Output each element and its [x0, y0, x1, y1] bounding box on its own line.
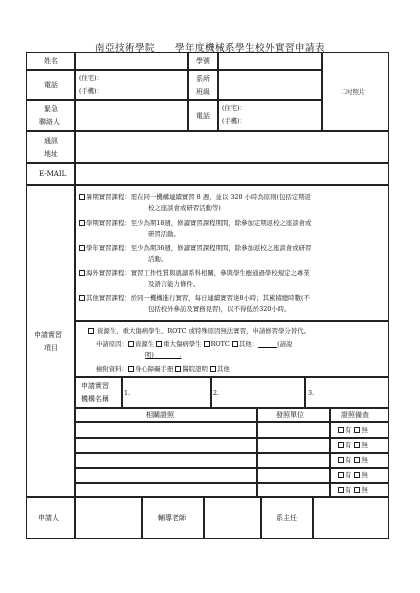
emergency-label: 緊急	[44, 105, 58, 113]
reason-other-hint: (請說	[277, 340, 293, 348]
phone2-home-label: (住宅)：	[222, 105, 246, 112]
cert-check-header-text: 證照備查	[341, 411, 369, 419]
program-summer-text: 暑期實習課程：需在同一機構連續實習 8 週，並以 320 小時為原則(包括定期返	[86, 193, 311, 201]
apply-items-label-2: 項目	[44, 344, 58, 352]
doc-handbook: 身心障礙手冊	[134, 365, 174, 373]
org-label-1: 申請實習	[81, 382, 109, 390]
checkbox[interactable]	[79, 270, 85, 276]
cert-row-name[interactable]	[75, 422, 257, 438]
program-overseas-text-2: 及語言能力條件。	[148, 279, 200, 288]
applicant-label-cell	[26, 497, 75, 539]
cert-row-issuer[interactable]	[257, 438, 330, 453]
substitution-box	[75, 321, 389, 377]
cert-issuer-header	[257, 408, 330, 422]
checkbox[interactable]	[354, 472, 360, 478]
program-semester-text-2: 研習活動。	[148, 229, 180, 238]
program-semester[interactable]	[79, 218, 311, 239]
phone-label: 電話	[44, 81, 58, 89]
checkbox[interactable]	[88, 328, 94, 334]
cert-row-issuer[interactable]	[257, 483, 330, 497]
cert-row-name[interactable]	[75, 468, 257, 483]
reason-label: 申請原因：	[96, 340, 128, 348]
no-label: 無	[361, 457, 368, 464]
reason-opt-other: 其他：	[238, 340, 258, 348]
address-label-cell	[26, 131, 75, 163]
checkbox[interactable]	[354, 487, 360, 493]
checkbox[interactable]	[354, 427, 360, 433]
programs-box	[75, 185, 389, 321]
cert-row-check	[330, 468, 389, 483]
emergency-contact-field[interactable]	[75, 100, 188, 131]
cert-row-check	[330, 438, 389, 453]
chair-label: 系主任	[276, 514, 297, 522]
checkbox[interactable]	[354, 442, 360, 448]
advisor-label-cell	[142, 497, 204, 539]
no-label: 無	[361, 427, 368, 434]
org-slot-2-number: 2.	[213, 390, 220, 397]
phone2-label: 電話	[196, 112, 210, 120]
dept-class-field[interactable]	[218, 70, 322, 100]
doc-other: 其他	[216, 365, 230, 373]
name-label-cell	[26, 52, 75, 70]
reason-other-hint-2: 明)	[145, 350, 154, 359]
reason-opt-resource: 資源生	[134, 340, 155, 348]
photo-label: 二吋照片	[340, 89, 366, 96]
applicant-signature[interactable]	[75, 497, 142, 539]
email-field[interactable]	[75, 163, 389, 185]
checkbox[interactable]	[175, 366, 181, 372]
cert-name-header	[75, 408, 257, 422]
cert-row-name[interactable]	[75, 453, 257, 468]
doc-hospital: 醫院證明	[182, 365, 208, 373]
checkbox[interactable]	[338, 472, 344, 478]
advisor-signature[interactable]	[204, 497, 261, 539]
cert-row-check	[330, 422, 389, 438]
cert-name-header-text: 相關證照	[146, 411, 174, 419]
student-id-field[interactable]	[218, 52, 322, 70]
cert-row-check	[330, 453, 389, 468]
checkbox[interactable]	[204, 341, 210, 347]
checkbox[interactable]	[232, 341, 238, 347]
program-other-text: 其他實習課程：於同一機構進行實習，每日連續實習達8小時；其累積總時數(不	[86, 294, 310, 302]
advisor-label: 輔導老師	[158, 514, 186, 522]
checkbox[interactable]	[128, 341, 134, 347]
applicant-label: 申請人	[38, 514, 59, 522]
chair-label-cell	[261, 497, 313, 539]
chair-signature[interactable]	[313, 497, 389, 539]
org-slot-3-number: 3.	[308, 390, 315, 397]
yes-label: 有	[345, 487, 352, 494]
checkbox[interactable]	[156, 341, 162, 347]
program-yearly[interactable]	[79, 243, 311, 264]
cert-row-issuer[interactable]	[257, 468, 330, 483]
program-summer-text-2: 校之座談會或研習活動等)	[148, 203, 221, 212]
cert-row-issuer[interactable]	[257, 422, 330, 438]
reason-opt-rotc: ROTC	[210, 340, 230, 348]
form-title-text: 學年度機械系學生校外實習申請表	[175, 43, 326, 54]
cert-row-name[interactable]	[75, 483, 257, 497]
apply-items-label-1: 申請實習	[34, 331, 62, 339]
yes-label: 有	[345, 457, 352, 464]
phone2-field[interactable]	[218, 100, 322, 131]
yes-label: 有	[345, 427, 352, 434]
address-label-2: 地址	[44, 150, 58, 158]
student-id-label: 學號	[196, 57, 210, 65]
phone2-mobile-label: (手機)：	[222, 118, 246, 125]
phone2-label-cell	[188, 100, 218, 131]
dept-class-label-cell	[188, 70, 218, 100]
phone-mobile-label: (手機)：	[79, 88, 103, 95]
apply-items-label-cell	[26, 185, 75, 497]
checkbox[interactable]	[338, 487, 344, 493]
class-label: 班級	[196, 88, 210, 96]
reason-row: 申請原因： 資源生 重大傷病學生 ROTC 其他： (請說 明) .	[96, 340, 293, 359]
org-slot-1-number: 1.	[124, 390, 131, 397]
yes-label: 有	[345, 472, 352, 479]
program-overseas[interactable]	[79, 268, 310, 289]
cert-check-header	[330, 408, 389, 422]
program-yearly-text-2: 活動。	[148, 254, 168, 263]
program-yearly-text: 學年實習課程：至少為期36週，修讀實習課程期間，除參加返校之座談會或研習	[86, 244, 312, 252]
contact-label: 聯絡人	[39, 118, 60, 126]
no-label: 無	[361, 442, 368, 449]
checkbox[interactable]	[354, 457, 360, 463]
photo-box[interactable]	[322, 52, 389, 131]
emergency-label-cell	[26, 100, 75, 131]
org-label-cell	[75, 377, 122, 408]
org-slot-1[interactable]	[122, 377, 211, 408]
program-other-text-2: 包括校外參訪及實務見習)，以不得低於320小時。	[148, 304, 291, 313]
checkbox[interactable]	[128, 366, 134, 372]
reason-other-fill[interactable]	[258, 340, 277, 348]
substitution-text: 資源生、重大傷病學生、ROTC 或特殊原因無法實習，申請修習學分替代。	[97, 327, 310, 335]
no-label: 無	[361, 487, 368, 494]
checkbox[interactable]	[79, 245, 85, 251]
program-other[interactable]	[79, 293, 310, 314]
address-field[interactable]	[75, 131, 389, 163]
cert-row-issuer[interactable]	[257, 453, 330, 468]
dept-label: 系所	[196, 75, 210, 83]
checkbox[interactable]	[79, 220, 85, 226]
program-summer[interactable]	[79, 192, 311, 213]
email-label: E-MAIL	[39, 170, 67, 178]
cert-issuer-header-text: 發照單位	[276, 411, 304, 419]
checkbox[interactable]	[79, 194, 85, 200]
checkbox[interactable]	[338, 457, 344, 463]
cert-row-name[interactable]	[75, 438, 257, 453]
checkbox[interactable]	[79, 295, 85, 301]
email-label-cell	[26, 163, 75, 185]
program-semester-text: 學期實習課程：至少為期18週，修讀實習課程期間，除參加定期返校之座談會或	[86, 219, 312, 227]
org-slot-2[interactable]	[211, 377, 305, 408]
cert-row-check	[330, 483, 389, 497]
name-label: 姓名	[44, 57, 58, 65]
no-label: 無	[361, 472, 368, 479]
reason-opt-illness: 重大傷病學生	[163, 340, 202, 348]
phone-label-cell	[26, 70, 75, 100]
program-overseas-text: 海外實習課程：實習工作性質與就讀系科相關，參與學生應通過學校規定之專業	[86, 269, 310, 277]
org-slot-3[interactable]	[305, 377, 389, 408]
phone-field[interactable]	[75, 70, 188, 100]
yes-label: 有	[345, 442, 352, 449]
name-field[interactable]	[75, 52, 188, 70]
address-label-1: 通訊	[44, 137, 58, 145]
school-name: 南亞技術學院	[94, 43, 155, 54]
phone-home-label: (住宅)：	[79, 75, 103, 82]
substitution-option[interactable]	[88, 326, 310, 337]
org-label-2: 機構名稱	[81, 395, 109, 403]
checkbox[interactable]	[338, 442, 344, 448]
docs-row	[96, 364, 230, 375]
student-id-label-cell	[188, 52, 218, 70]
checkbox[interactable]	[210, 366, 216, 372]
docs-label: 檢附資料：	[96, 365, 128, 373]
checkbox[interactable]	[338, 427, 344, 433]
